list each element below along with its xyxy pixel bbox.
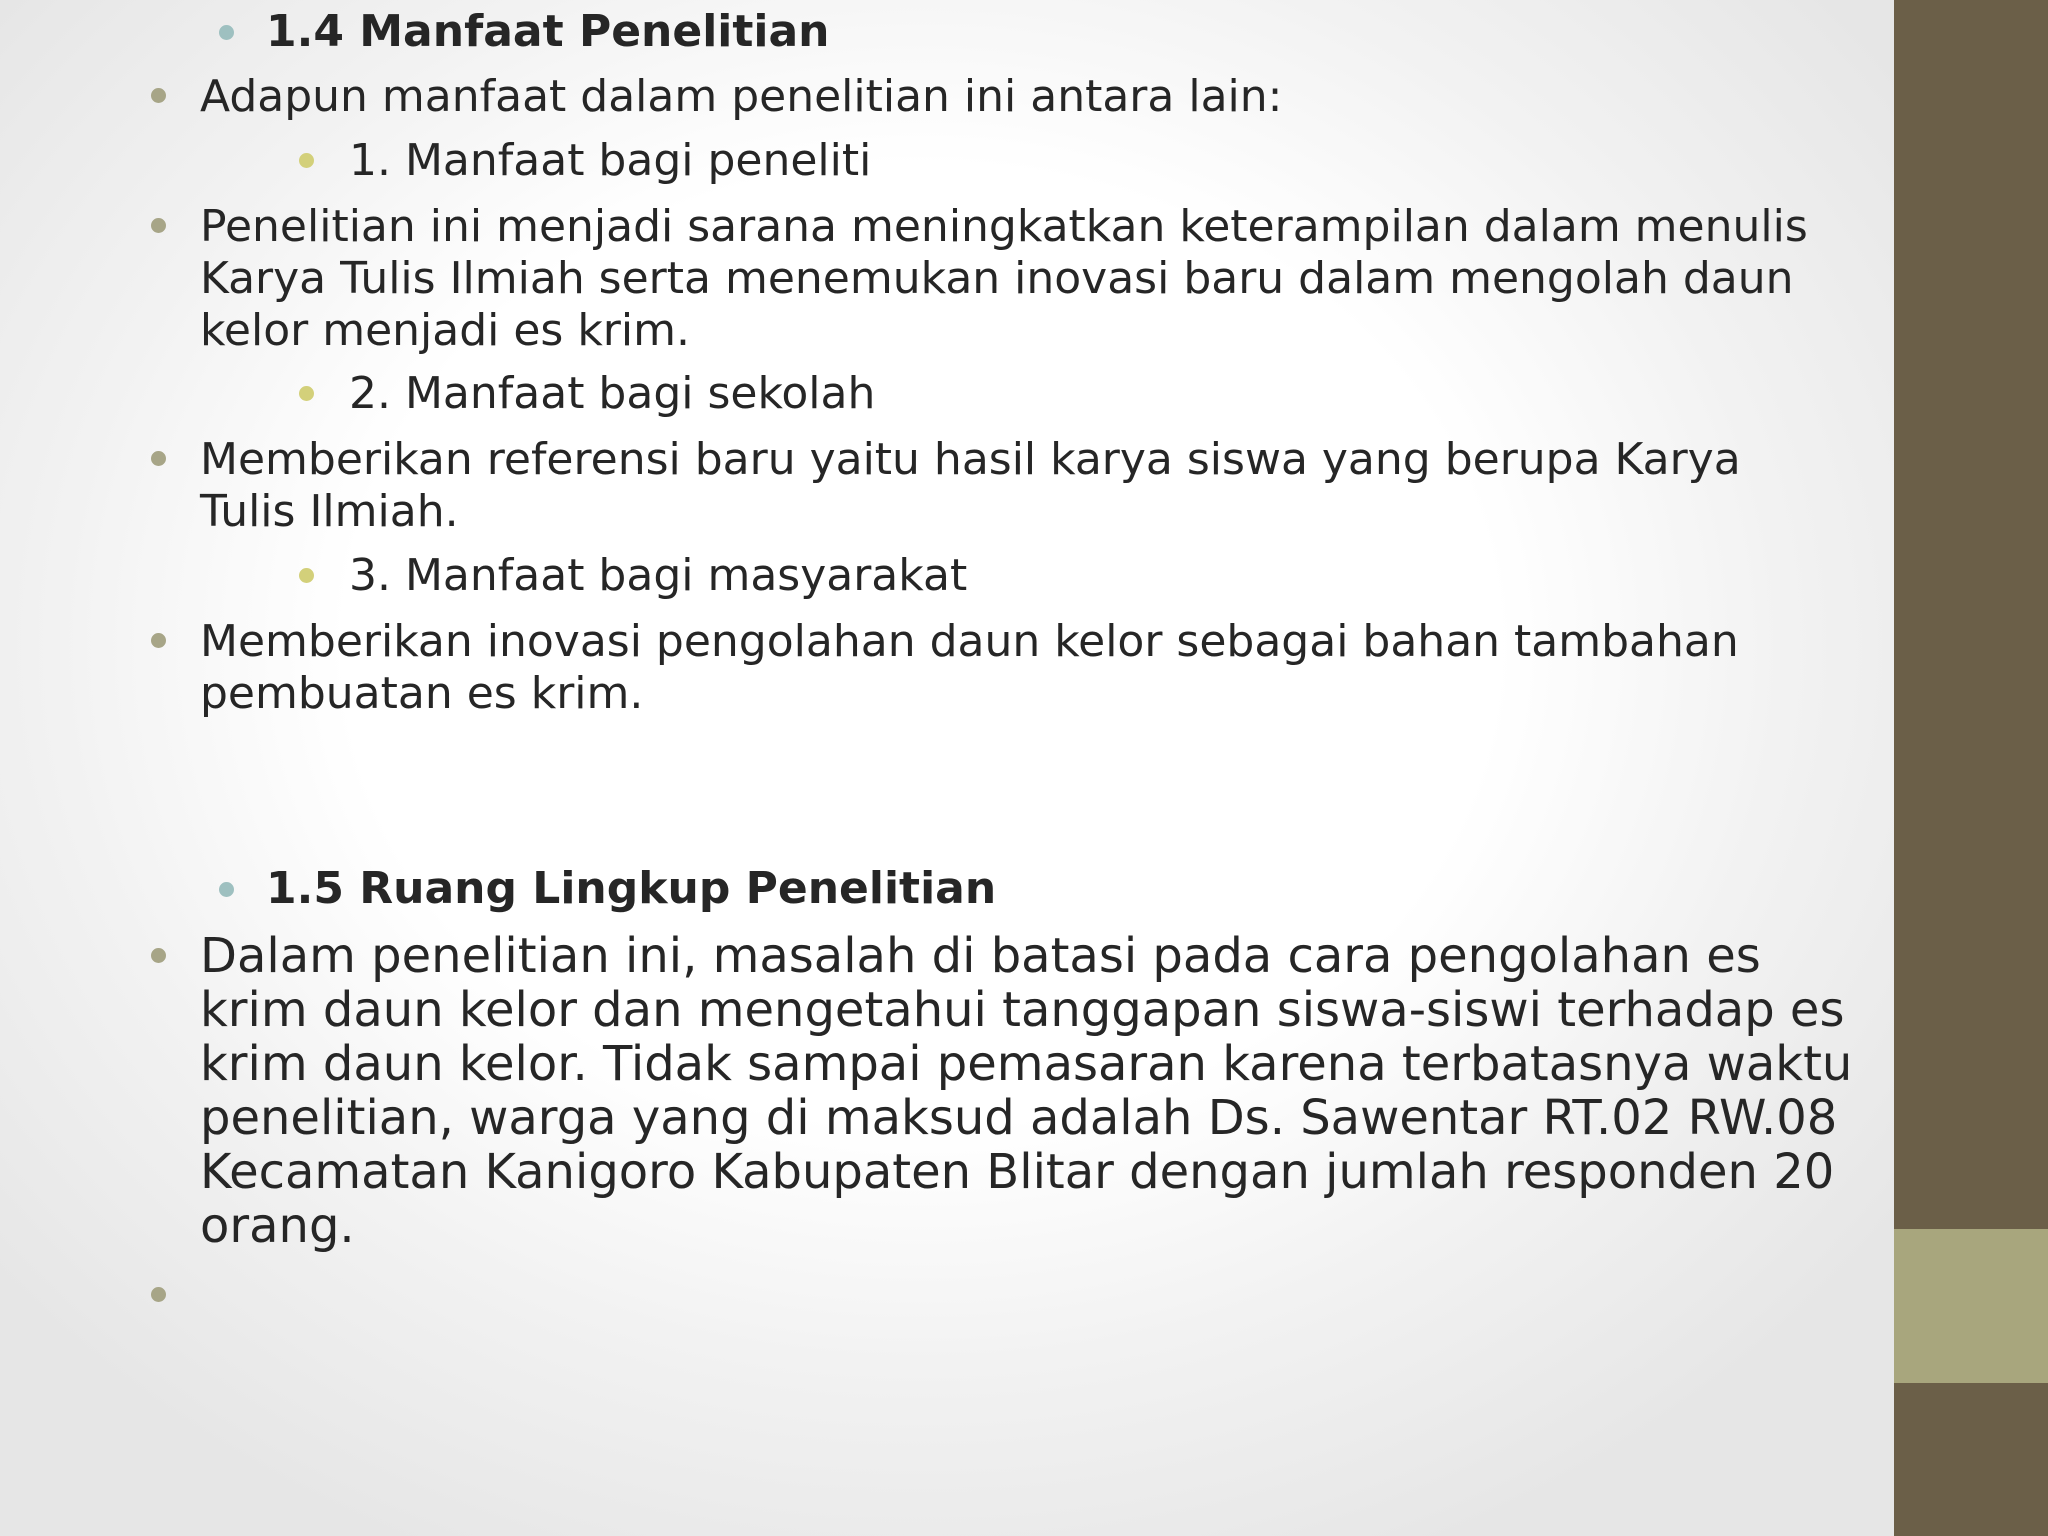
sekolah-text-line: Memberikan referensi baru yaitu hasil karya siswa yang berupa Karya — [200, 434, 1741, 485]
decorative-sidebar-accent — [1894, 1229, 2048, 1383]
bullet — [299, 568, 314, 583]
sekolah-text-line: Tulis Ilmiah. — [200, 486, 459, 537]
bullet — [151, 948, 166, 963]
ruang-lingkup-text-line: Dalam penelitian ini, masalah di batasi pada cara pengolahan es — [200, 928, 1761, 984]
bullet — [151, 633, 166, 648]
sub-heading-peneliti: 1. Manfaat bagi peneliti — [349, 135, 872, 186]
empty-bullet — [151, 1287, 166, 1302]
ruang-lingkup-text-line: orang. — [200, 1198, 355, 1254]
section-heading-1-5: 1.5 Ruang Lingkup Penelitian — [266, 863, 997, 914]
bullet — [151, 88, 166, 103]
ruang-lingkup-text-line: penelitian, warga yang di maksud adalah Ds. Sawentar RT.02 RW.08 — [200, 1090, 1838, 1146]
bullet — [151, 451, 166, 466]
sub-heading-sekolah: 2. Manfaat bagi sekolah — [349, 368, 876, 419]
ruang-lingkup-text-line: Kecamatan Kanigoro Kabupaten Blitar dengan jumlah responden 20 — [200, 1144, 1835, 1200]
sub-heading-masyarakat: 3. Manfaat bagi masyarakat — [349, 550, 968, 601]
ruang-lingkup-text-line: krim daun kelor. Tidak sampai pemasaran karena terbatasnya waktu — [200, 1036, 1853, 1092]
bullet — [219, 882, 234, 897]
bullet — [151, 218, 166, 233]
bullet — [299, 153, 314, 168]
ruang-lingkup-text-line: krim daun kelor dan mengetahui tanggapan siswa-siswi terhadap es — [200, 982, 1845, 1038]
masyarakat-text-line: pembuatan es krim. — [200, 668, 644, 719]
bullet — [219, 25, 234, 40]
masyarakat-text-line: Memberikan inovasi pengolahan daun kelor sebagai bahan tambahan — [200, 616, 1739, 667]
peneliti-text-line: Karya Tulis Ilmiah serta menemukan inovasi baru dalam mengolah daun — [200, 253, 1794, 304]
peneliti-text-line: Penelitian ini menjadi sarana meningkatkan keterampilan dalam menulis — [200, 201, 1808, 252]
peneliti-text-line: kelor menjadi es krim. — [200, 305, 690, 356]
section-heading-1-4: 1.4 Manfaat Penelitian — [266, 6, 830, 57]
bullet — [299, 386, 314, 401]
intro-text: Adapun manfaat dalam penelitian ini antara lain: — [200, 71, 1283, 122]
